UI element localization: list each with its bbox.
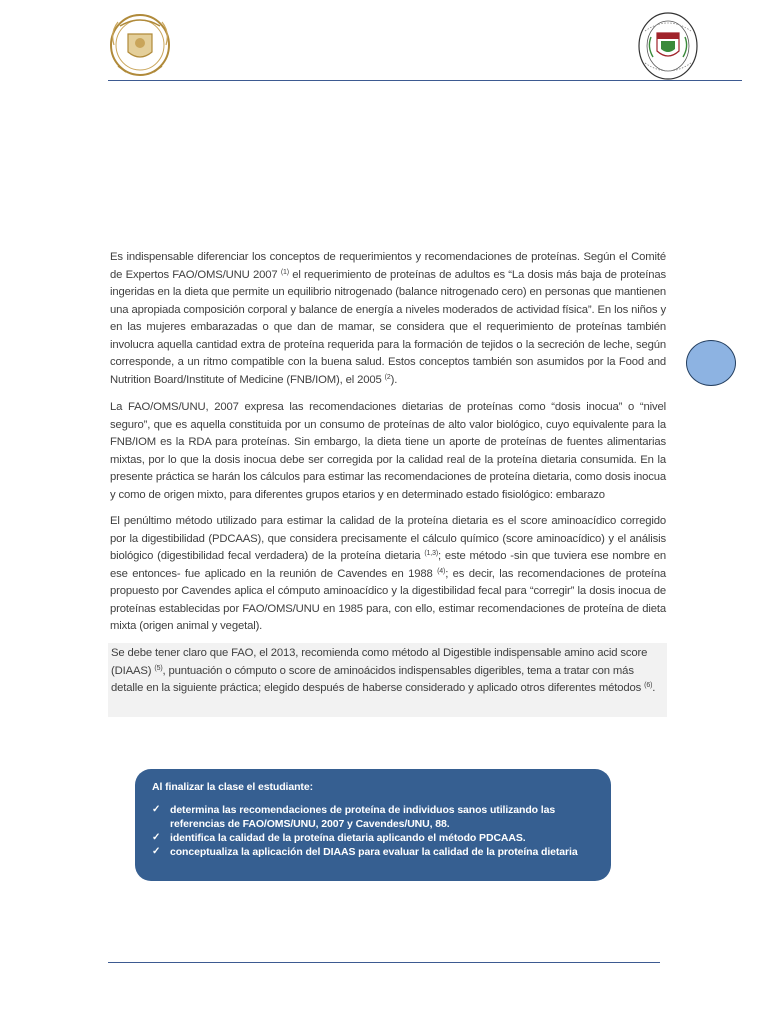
p4-ref-2: (6) xyxy=(644,682,653,689)
p1-ref-1: (1) xyxy=(280,268,289,276)
checkmark-icon: ✓ xyxy=(152,804,161,815)
header-rule xyxy=(108,80,742,81)
p3-ref-1: (1,3) xyxy=(424,550,439,557)
p1-ref-2: (2 xyxy=(384,373,391,381)
pdcaas-paragraph xyxy=(110,513,666,636)
objective-text: conceptualiza la aplicación del DIAAS para evaluar la calidad de la proteína dietaria xyxy=(170,846,578,858)
diaas-paragraph xyxy=(111,645,663,698)
recommendations-paragraph: La FAO/OMS/UNU, 2007 expresa las recomendaciones dietarias de proteínas como “dosis inocua” o “nivel seguro”, que es aquella constituida por un consumo de proteínas de alto valor biológico, cuyo equivalente para la FNB/IOM es la RDA para proteínas. Sin embargo, la dieta tiene un aporte de proteínas de fuentes alimentarias mixtas, por lo que la dosis inocua debe ser corregida por la calidad real de la proteína dietaria consumida. En la presente práctica se harán los cálculos para estimar las recomendaciones de proteína dietaria, como dosis inocua y como de origen mixto, para diferentes grupos etarios y en determinado estado fisiológico: embarazo xyxy=(110,401,666,501)
intro-paragraph xyxy=(110,249,666,389)
p4-text-2: , puntuación o cómputo o score de aminoácidos indispensables digeribles, tema a tratar con más detalle en la siguiente práctica; elegido después de haberse considerado y aplicado otros diferentes métodos xyxy=(111,664,642,694)
objectives-title: Al finalizar la clase el estudiante: xyxy=(152,781,313,793)
side-tab-circle xyxy=(686,340,736,386)
learning-objectives-box xyxy=(135,769,611,881)
checkmark-icon: ✓ xyxy=(152,846,161,857)
p1-text-2: el requerimiento de proteínas de adultos es “La dosis más baja de proteínas ingeridas en la dieta que permite un equilibrio nitrogenado (balance nitrogenado cero) en personas que mantienen una apropiada composición corporal y balance de energía a niveles moderados de actividad física”. En los niños y en las mujeres embarazadas o que dan de mamar, se considera que el requerimiento de proteínas también involucra aquella cantidad extra de proteína requerida para la formación de tejidos o la secreción de leche, según corresponde, a un ritmo compatible con la buena salud. Estos conceptos también son asumidos por la Food and Nutrition Board/Institute of Medicine (FNB/IOM), el 2005 xyxy=(110,268,666,386)
p4-text-1: Se debe tener claro que FAO, el 2013, recomienda como método al Digestible indispensable amino acid score (DIAAS) xyxy=(111,647,648,677)
objective-item xyxy=(152,803,594,831)
p3-text-2: ; este método -sin que tuviera ese nombre en ese entonces- fue aplicado en la reunión de Cavendes en 1988 xyxy=(110,550,666,580)
objective-item xyxy=(152,831,594,845)
p3-ref-2: (4) xyxy=(437,567,446,575)
p4-ref-1: (5) xyxy=(154,664,163,672)
p1-text-1: Es indispensable diferenciar los conceptos de requerimientos y recomendaciones de proteínas. Según el Comité de Expertos FAO/OMS/UNU 2007 xyxy=(110,251,666,281)
objective-text: determina las recomendaciones de proteína de individuos sanos utilizando las referencias de FAO/OMS/UNU, 2007 y Cavendes/UNU, 88. xyxy=(170,804,556,830)
university-seal-icon xyxy=(108,12,172,78)
objective-item xyxy=(152,845,594,859)
objectives-list xyxy=(152,803,594,859)
p3-text-1: El penúltimo método utilizado para estimar la calidad de la proteína dietaria es el score aminoacídico corregido por la digestibilidad (PDCAAS), que considera precisamente el cálculo químico (score aminoacídico) y el análisis biológico (digestibilidad fecal verdadera) de la proteína dietaria xyxy=(110,515,666,562)
checkmark-icon: ✓ xyxy=(152,832,161,843)
p4-text-3: . xyxy=(652,682,656,694)
faculty-emblem-icon xyxy=(637,11,699,81)
p1-text-3: ). xyxy=(390,373,398,386)
p3-text-3: ; es decir, las recomendaciones de proteína propuesto por Cavendes aplica el cómputo aminoacídico y la digestibilidad fecal para “corregir” la dosis inocua de proteínas establecidas por FAO/OMS/UNU en 1985 para, con ello, estimar recomendaciones de proteína de dieta mixta (origen animal y vegetal). xyxy=(110,567,666,632)
objective-text: identifica la calidad de la proteína dietaria aplicando el método PDCAAS. xyxy=(170,832,526,844)
footer-rule xyxy=(108,962,660,963)
